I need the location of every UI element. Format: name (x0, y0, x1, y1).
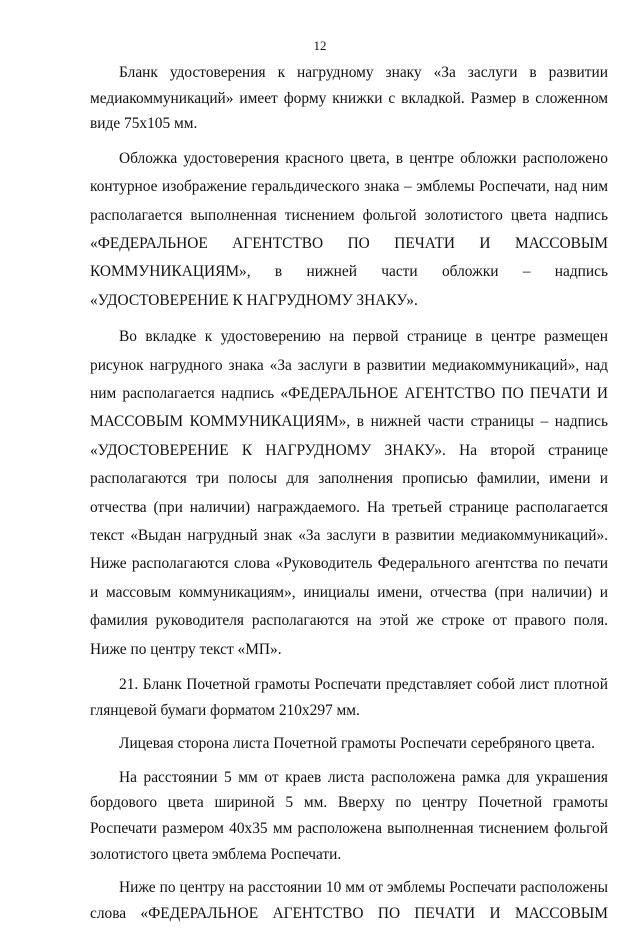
document-body (90, 60, 608, 934)
paragraph-badge-certificate-form: Бланк удостоверения к нагрудному знаку «За заслуги в развитии медиакоммуникаций» имеет форму книжки с вкладкой. Размер в сложенном виде 75х105 мм. (90, 64, 608, 133)
page-number: 12 (313, 38, 327, 53)
paragraph-diploma-frame: На расстоянии 5 мм от краев листа расположена рамка для украшения бордового цвета шириной 5 мм. Вверху по центру Почетной грамоты Роспечати размером 40х35 мм расположена выполненная тиснением фольгой золотистого цвета эмблема Роспечати. (90, 768, 608, 863)
paragraph-diploma-text-position: Ниже по центру на расстоянии 10 мм от эмблемы Роспечати расположены слова «ФЕДЕРАЛЬНОЕ АГЕНТСТВО ПО ПЕЧАТИ И МАССОВЫМ (90, 879, 608, 922)
paragraph-honorary-diploma-blank: 21. Бланк Почетной грамоты Роспечати представляет собой лист плотной глянцевой бумаги форматом 210х297 мм. (90, 676, 608, 719)
paragraph-certificate-insert: Во вкладке к удостоверению на первой странице в центре размещен рисунок нагрудного знака «За заслуги в развитии медиакоммуникаций», над ним располагается надпись «ФЕДЕРАЛЬНОЕ АГЕНТСТВО ПО ПЕЧАТИ И МАССОВЫМ КОММУНИКАЦИЯМ», в нижней части страницы – надпись «УДОСТОВЕРЕНИЕ К НАГРУДНОМУ ЗНАКУ». На второй странице располагаются три полосы для заполнения прописью фамилии, имени и отчества (при наличии) награждаемого. На третьей странице располагается текст «Выдан нагрудный знак «За заслуги в развитии медиакоммуникаций». Ниже располагаются слова «Руководитель Федерального агентства по печати и массовым коммуникациям», инициалы имени, отчества (при наличии) и фамилия руководителя располагаются на этой же строке от правого поля. Ниже по центру текст «МП». (90, 328, 608, 658)
paragraph-diploma-front-side: Лицевая сторона листа Почетной грамоты Роспечати серебряного цвета. (119, 735, 595, 753)
paragraph-certificate-cover: Обложка удостоверения красного цвета, в центре обложки расположено контурное изображение геральдического знака – эмблемы Роспечати, над ним располагается выполненная тиснением фольгой золотистого цвета надпись «ФЕДЕРАЛЬНОЕ АГЕНТСТВО ПО ПЕЧАТИ И МАССОВЫМ КОММУНИКАЦИЯМ», в нижней части обложки – надпись «УДОСТОВЕРЕНИЕ К НАГРУДНОМУ ЗНАКУ». (90, 149, 608, 309)
